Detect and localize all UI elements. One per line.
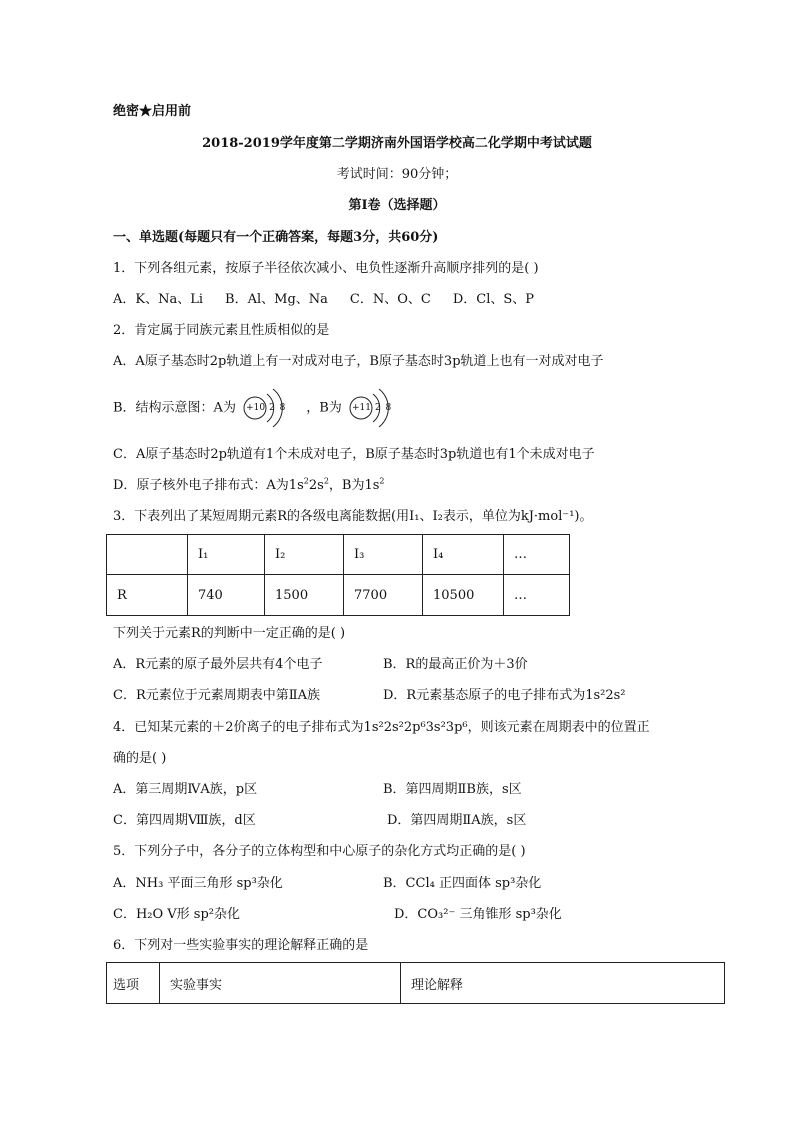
q1-option-b: B．Al、Mg、Na bbox=[225, 292, 328, 307]
table-cell: 10500 bbox=[423, 575, 504, 616]
q4-option-a: A．第三周期ⅣA族，p区 bbox=[113, 782, 258, 797]
q4-option-d: D．第四周期ⅡA族，s区 bbox=[387, 813, 527, 828]
volume-title: 第I卷（选择题） bbox=[348, 198, 446, 213]
table-cell: … bbox=[504, 575, 570, 616]
atom-a-shells: 2 8 bbox=[269, 403, 287, 413]
q4-stem-line1: 4．已知某元素的＋2价离子的电子排布式为1s²2s²2p⁶3s²3p⁶，则该元素在周期表中的位置正 bbox=[113, 720, 650, 735]
q3-stem: 3．下表列出了某短周期元素R的各级电离能数据(用I₁、I₂表示，单位为kJ·mol⁻¹)。 bbox=[113, 509, 593, 524]
table-cell: 1500 bbox=[265, 575, 344, 616]
q3-question: 下列关于元素R的判断中一定正确的是( ) bbox=[113, 626, 346, 641]
table-cell: I₄ bbox=[423, 535, 504, 575]
table-header-row bbox=[107, 963, 725, 1004]
q3-option-a: A．R元素的原子最外层共有4个电子 bbox=[113, 657, 323, 672]
table-cell: … bbox=[504, 535, 570, 575]
q5-option-a: A．NH₃ 平面三角形 sp³杂化 bbox=[113, 876, 283, 891]
q2-option-b bbox=[113, 386, 408, 430]
secret-label: 绝密★启用前 bbox=[113, 104, 192, 119]
table-row bbox=[107, 575, 570, 616]
q5-option-d: D．CO₃²⁻ 三角锥形 sp³杂化 bbox=[394, 907, 562, 922]
q5-option-c: C．H₂O V形 sp²杂化 bbox=[113, 907, 241, 922]
q1-stem: 1．下列各组元素，按原子半径依次减小、电负性逐渐升高顺序排列的是( ) bbox=[113, 261, 539, 276]
q2-stem: 2．肯定属于同族元素且性质相似的是 bbox=[113, 323, 330, 338]
q1-options bbox=[113, 292, 534, 308]
table-cell: I₂ bbox=[265, 535, 344, 575]
q2-option-d-mid2: ，B为1s bbox=[328, 478, 380, 493]
q2-option-b-mid: ，B为 bbox=[306, 400, 342, 416]
q2-option-d: D．原子核外电子排布式：A为$1s^22s^2$，B为$1s^2$ bbox=[113, 476, 385, 493]
table-cell: 7700 bbox=[344, 575, 423, 616]
table-cell: 理论解释 bbox=[401, 963, 725, 1004]
q6-stem: 6．下列对一些实验事实的理论解释正确的是 bbox=[113, 938, 369, 953]
q6-table bbox=[106, 962, 725, 1004]
atom-structure-a bbox=[240, 386, 302, 430]
q2-option-a: A．A原子基态时2p轨道上有一对成对电子，B原子基态时3p轨道上也有一对成对电子 bbox=[113, 354, 604, 369]
table-cell: R bbox=[107, 575, 188, 616]
q5-stem: 5．下列分子中，各分子的立体构型和中心原子的杂化方式均正确的是( ) bbox=[113, 844, 526, 859]
table-cell: 740 bbox=[188, 575, 265, 616]
table-header-row bbox=[107, 535, 570, 575]
atom-b-shells: 2 8 bbox=[374, 403, 393, 413]
q3-option-c: C．R元素位于元素周期表中第ⅡA族 bbox=[113, 688, 320, 703]
q3-option-b: B．R的最高正价为＋3价 bbox=[383, 657, 528, 672]
exam-title: 2018-2019学年度第二学期济南外国语学校高二化学期中考试试题 bbox=[202, 136, 592, 151]
q1-option-d: D．Cl、S、P bbox=[452, 292, 535, 307]
section-title: 一、单选题(每题只有一个正确答案，每题3分，共60分) bbox=[113, 230, 439, 245]
q4-stem-line2: 确的是( ) bbox=[113, 751, 167, 766]
q3-option-d: D．R元素基态原子的电子排布式为1s²2s² bbox=[383, 688, 626, 703]
q4-option-c: C．第四周期Ⅷ族，d区 bbox=[113, 813, 256, 828]
table-cell: I₁ bbox=[188, 535, 265, 575]
q1-option-a: A．K、Na、Li bbox=[113, 292, 204, 307]
q2-option-c: C．A原子基态时2p轨道有1个未成对电子，B原子基态时3p轨道也有1个未成对电子 bbox=[113, 447, 595, 462]
table-cell: 实验事实 bbox=[160, 963, 401, 1004]
exam-time: 考试时间：90分钟； bbox=[336, 167, 458, 182]
q2-option-b-prefix: B．结构示意图：A为 bbox=[113, 400, 236, 416]
atom-structure-b bbox=[346, 386, 408, 430]
q4-option-b: B．第四周期ⅡB族，s区 bbox=[383, 782, 522, 797]
q2-option-d-mid1: 2s bbox=[308, 478, 324, 493]
table-cell: I₃ bbox=[344, 535, 423, 575]
q1-option-c: C．N、O、C bbox=[349, 292, 431, 307]
table-cell: 选项 bbox=[107, 963, 160, 1004]
q5-option-b: B．CCl₄ 正四面体 sp³杂化 bbox=[383, 876, 542, 891]
ionization-table bbox=[106, 534, 570, 616]
atom-a-nucleus: +10 bbox=[246, 403, 266, 413]
q2-option-d-prefix: D．原子核外电子排布式：A为1s bbox=[113, 478, 304, 493]
table-cell bbox=[107, 535, 188, 575]
atom-b-nucleus: +11 bbox=[351, 403, 371, 413]
